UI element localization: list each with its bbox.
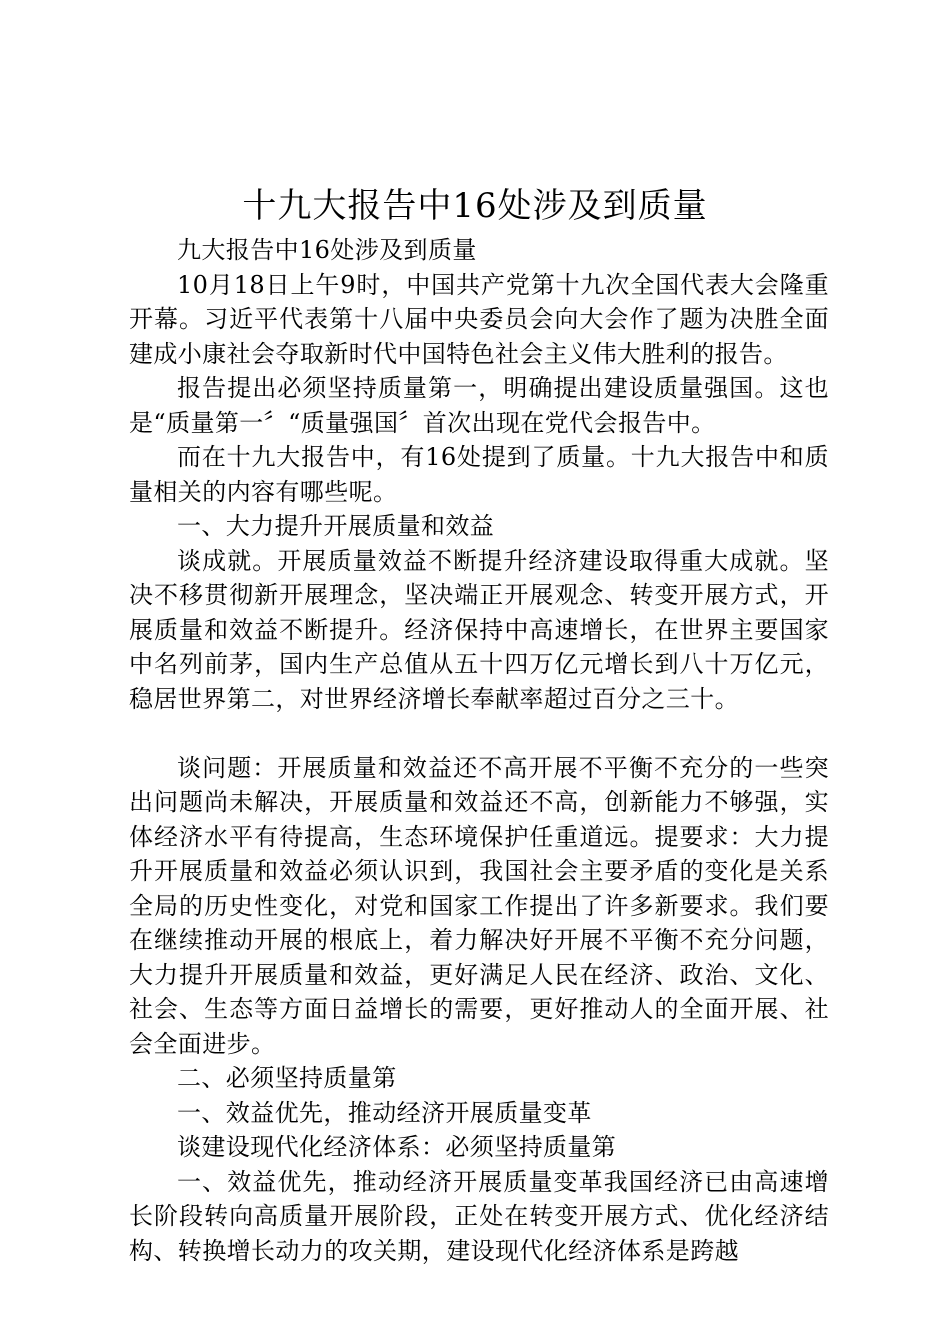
document-title: 十九大报告中16处涉及到质量 xyxy=(242,186,708,226)
paragraph: 谈问题：开展质量和效益还不高开展不平衡不充分的一些突出问题尚未解决，开展质量和效益还不高，创新能力不够强，实体经济水平有待提高，生态环境保护任重道远。提要求：大力提升开展质量和效益必须认识到，我国社会主要矛盾的变化是关系全局的历史性变化，对党和国家工作提出了许多新要求。我们要在继续推动开展的根底上，着力解决好开展不平衡不充分问题，大力提升开展质量和效益，更好满足人民在经济、政治、文化、社会、生态等方面日益增长的需要，更好推动人的全面开展、社会全面进步。 xyxy=(129,753,829,1058)
paragraph: 谈成就。开展质量效益不断提升经济建设取得重大成就。坚决不移贯彻新开展理念，坚决端正开展观念、转变开展方式，开展质量和效益不断提升。经济保持中高速增长，在世界主要国家中名列前茅，国内生产总值从五十四万亿元增长到八十万亿元，稳居世界第二，对世界经济增长奉献率超过百分之三十。 xyxy=(129,546,829,713)
blank-line xyxy=(129,716,829,751)
paragraph: 而在十九大报告中，有16处提到了质量。十九大报告中和质量相关的内容有哪些呢。 xyxy=(129,443,829,506)
paragraph: 九大报告中16处涉及到质量 xyxy=(177,236,477,264)
paragraph: 报告提出必须坚持质量第一，明确提出建设质量强国。这也是“质量第一〞“质量强国〞首次出现在党代会报告中。 xyxy=(129,374,829,437)
section-heading: 一、大力提升开展质量和效益 xyxy=(177,512,495,540)
paragraph: 一、效益优先，推动经济开展质量变革我国经济已由高速增长阶段转向高质量开展阶段，正处在转变开展方式、优化经济结构、转换增长动力的攻关期，建设现代化经济体系是跨越 xyxy=(129,1167,829,1265)
section-heading: 二、必须坚持质量第 xyxy=(177,1064,397,1092)
paragraph: 一、效益优先，推动经济开展质量变革 xyxy=(177,1098,592,1127)
paragraph: 10月18日上午9时，中国共产党第十九次全国代表大会隆重开幕。习近平代表第十八届中央委员会向大会作了题为决胜全面建成小康社会夺取新时代中国特色社会主义伟大胜利的报告。 xyxy=(129,270,829,368)
document-body xyxy=(129,233,829,1268)
paragraph: 谈建设现代化经济体系：必须坚持质量第 xyxy=(177,1133,617,1161)
